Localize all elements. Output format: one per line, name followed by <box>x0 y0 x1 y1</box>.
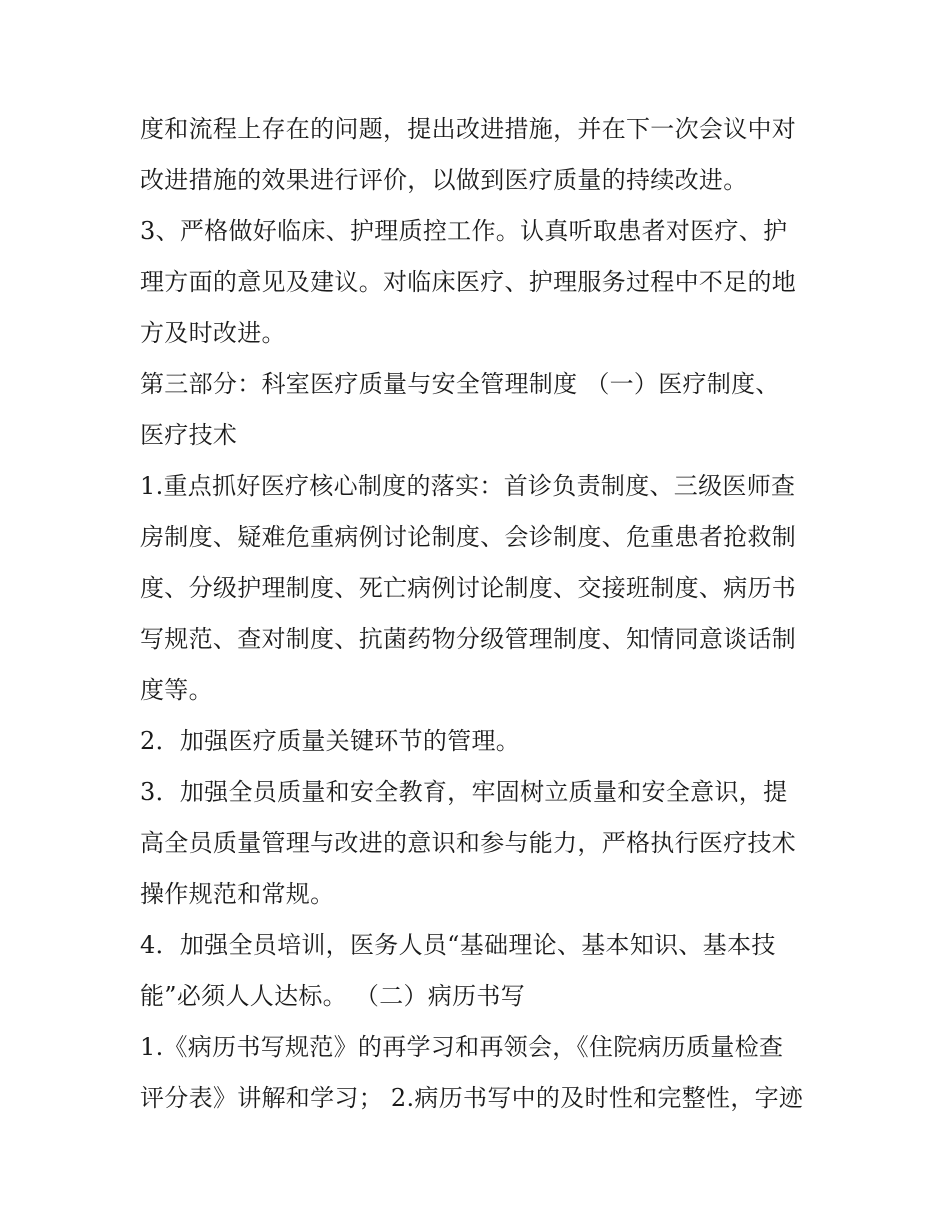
text-line: 2．加强医疗质量关键环节的管理。 <box>140 727 521 755</box>
text-line: 1.重点抓好医疗核心制度的落实：首诊负责制度、三级医师查 <box>140 472 796 500</box>
text-line: 1.《病历书写规范》的再学习和再领会，《住院病历质量检查 <box>140 1033 784 1061</box>
text-line: 操作规范和常规。 <box>140 880 335 908</box>
text-line: 方及时改进。 <box>140 319 286 347</box>
section-heading-line: 医疗技术 <box>140 421 238 449</box>
text-line: 3．加强全员质量和安全教育，牢固树立质量和安全意识，提 <box>140 778 788 806</box>
text-line: 房制度、疑难危重病例讨论制度、会诊制度、危重患者抢救制 <box>140 523 797 551</box>
text-line: 写规范、查对制度、抗菌药物分级管理制度、知情同意谈话制 <box>140 625 797 653</box>
text-line: 能”必须人人达标。 （二）病历书写 <box>140 982 525 1010</box>
section-heading-line: 第三部分：科室医疗质量与安全管理制度 （一）医疗制度、 <box>140 370 780 398</box>
text-line: 4．加强全员培训，医务人员“基础理论、基本知识、基本技 <box>140 931 776 959</box>
document-body <box>140 104 820 1124</box>
text-line: 度等。 <box>140 676 213 704</box>
text-line: 度、分级护理制度、死亡病例讨论制度、交接班制度、病历书 <box>140 574 797 602</box>
text-line: 度和流程上存在的问题，提出改进措施，并在下一次会议中对 <box>140 115 797 143</box>
text-line: 理方面的意见及建议。对临床医疗、护理服务过程中不足的地 <box>140 268 797 296</box>
text-line: 高全员质量管理与改进的意识和参与能力，严格执行医疗技术 <box>140 829 797 857</box>
text-line: 3、严格做好临床、护理质控工作。认真听取患者对医疗、护 <box>140 217 788 245</box>
text-line: 改进措施的效果进行评价，以做到医疗质量的持续改进。 <box>140 166 748 194</box>
text-line: 评分表》讲解和学习； 2.病历书写中的及时性和完整性，字迹 <box>140 1084 804 1112</box>
